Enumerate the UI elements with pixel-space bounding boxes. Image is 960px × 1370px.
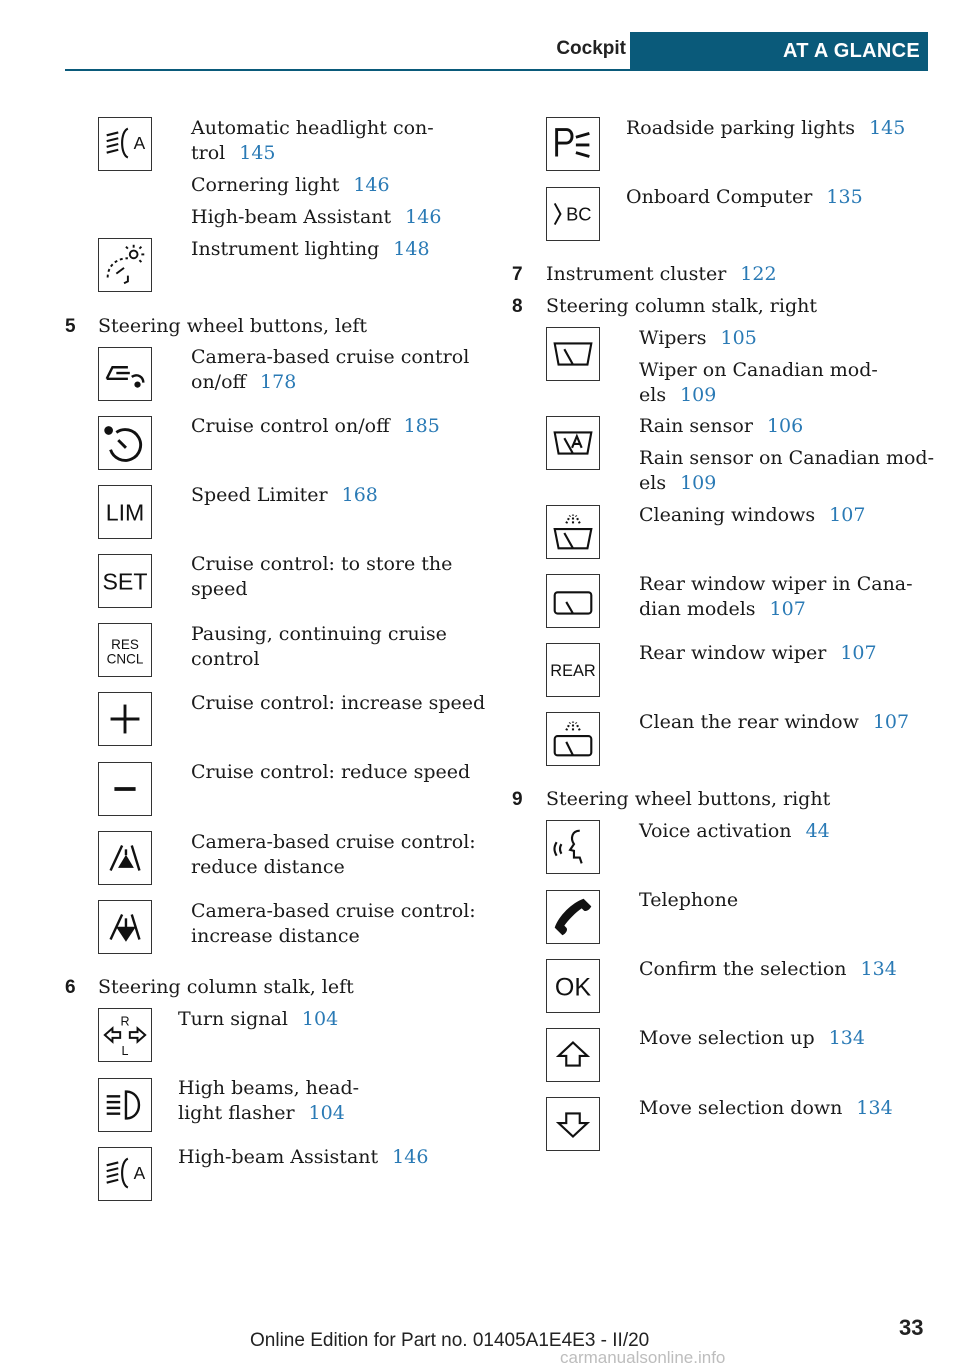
turn-signal-icon-r: R xyxy=(120,1014,130,1029)
arrow-down-icon xyxy=(546,1097,600,1151)
plus-icon xyxy=(98,692,152,746)
high-beam-assistant-icon xyxy=(98,1147,152,1201)
page-ref-link[interactable]: 105 xyxy=(720,327,757,349)
page-ref-link[interactable]: 107 xyxy=(840,642,877,664)
section-number: 5 xyxy=(65,316,76,337)
page-ref-link[interactable]: 107 xyxy=(769,598,806,620)
high-beams-text: High beams, head- light flasher 104 xyxy=(178,1077,360,1124)
res-cncl-text: Pausing, continuing cruise control xyxy=(191,623,447,670)
rain-sensor-icon xyxy=(546,416,600,470)
section-number: 6 xyxy=(65,977,76,998)
ok-icon-label: OK xyxy=(554,973,592,1002)
high-beam-assistant-icon-letter: A xyxy=(133,1162,146,1183)
page-ref-link[interactable]: 146 xyxy=(353,174,390,196)
section-title: Instrument cluster 122 xyxy=(546,263,777,285)
clean-rear-window-text: Clean the rear window 107 xyxy=(639,711,910,733)
move-down-text: Move selection down 134 xyxy=(639,1097,893,1119)
page-ref-link[interactable]: 135 xyxy=(826,186,863,208)
reduce-speed-text: Cruise control: reduce speed xyxy=(191,761,471,783)
auto-headlight-icon-letter: A xyxy=(133,132,146,153)
page-ref-link[interactable]: 148 xyxy=(393,238,430,260)
camera-cruise-text: Camera-based cruise control on/off 178 xyxy=(191,346,470,393)
confirm-selection-text: Confirm the selection 134 xyxy=(639,958,897,980)
distance-increase-icon xyxy=(98,900,152,954)
arrow-up-icon xyxy=(546,1028,600,1082)
parking-lights-text: Roadside parking lights 145 xyxy=(626,117,906,139)
page-ref-link[interactable]: 109 xyxy=(680,384,717,406)
set-text: Cruise control: to store the speed xyxy=(191,553,453,600)
rain-sensor-text: Rain sensor 106 xyxy=(639,415,804,437)
section-title: Steering column stalk, right xyxy=(546,295,818,317)
wipers-icon xyxy=(546,327,600,381)
cleaning-windows-icon xyxy=(546,505,600,559)
header-chapter: AT A GLANCE xyxy=(630,32,928,70)
minus-icon xyxy=(98,762,152,816)
page-ref-link[interactable]: 107 xyxy=(872,711,910,733)
turn-signal-icon xyxy=(98,1008,152,1062)
set-icon-label: SET xyxy=(102,568,148,595)
page-ref-link[interactable]: 168 xyxy=(341,484,378,506)
cleaning-windows-text: Cleaning windows 107 xyxy=(639,504,866,526)
distance-reduce-icon xyxy=(98,831,152,885)
speed-limiter-text: Speed Limiter 168 xyxy=(191,484,378,506)
res-cncl-icon xyxy=(98,623,152,677)
speed-limiter-icon-label: LIM xyxy=(105,499,145,526)
instrument-lighting-text: Instrument lighting 148 xyxy=(191,238,430,260)
camera-cruise-icon xyxy=(98,347,152,401)
res-icon-label: RES xyxy=(111,637,139,653)
auto-headlight-icon xyxy=(98,117,152,171)
header-rule xyxy=(65,69,928,71)
page-ref-link[interactable]: 145 xyxy=(869,117,906,139)
speed-limiter-icon xyxy=(98,485,152,539)
page-number: 33 xyxy=(899,1315,924,1340)
parking-lights-icon xyxy=(546,117,600,171)
cncl-icon-label: CNCL xyxy=(106,651,144,667)
rain-sensor-canadian-text: Rain sensor on Canadian mod- els 109 xyxy=(639,447,934,494)
telephone-text: Telephone xyxy=(639,889,739,911)
section-title: Steering wheel buttons, right xyxy=(546,788,831,810)
page-ref-link[interactable]: 104 xyxy=(308,1102,345,1124)
section-title: Steering wheel buttons, left xyxy=(98,315,368,337)
cruise-control-text: Cruise control on/off 185 xyxy=(191,415,440,437)
page-ref-link[interactable]: 178 xyxy=(260,371,297,393)
high-beam-assistant-text: High-beam Assistant 146 xyxy=(178,1146,429,1168)
ok-icon xyxy=(546,959,600,1013)
section-number: 9 xyxy=(512,789,523,810)
section-number: 8 xyxy=(512,296,523,317)
cornering-light-text: Cornering light 146 xyxy=(191,174,390,196)
page-ref-link[interactable]: 146 xyxy=(392,1146,429,1168)
turn-signal-text: Turn signal 104 xyxy=(178,1008,339,1030)
onboard-computer-icon-label: BC xyxy=(566,203,592,225)
footer-edition: Online Edition for Part no. 01405A1E4E3 - II/20 xyxy=(250,1330,650,1351)
distance-increase-text: Camera-based cruise control: increase distance xyxy=(191,900,476,947)
rear-wiper-icon-label: REAR xyxy=(550,661,596,680)
rear-wiper-icon xyxy=(546,643,600,697)
clean-rear-window-icon xyxy=(546,712,600,766)
increase-speed-text: Cruise control: increase speed xyxy=(191,692,486,714)
telephone-icon xyxy=(546,890,600,944)
page-ref-link[interactable]: 146 xyxy=(405,206,442,228)
page-ref-link[interactable]: 106 xyxy=(766,415,804,437)
page-ref-link[interactable]: 109 xyxy=(680,472,717,494)
rear-wiper-canadian-icon xyxy=(546,574,600,628)
auto-headlight-text: Automatic headlight con- trol 145 xyxy=(191,117,434,164)
page-ref-link[interactable]: 145 xyxy=(239,142,276,164)
page-ref-link[interactable]: 185 xyxy=(403,415,440,437)
page-ref-link[interactable]: 122 xyxy=(740,263,777,285)
wiper-canadian-text: Wiper on Canadian mod- els 109 xyxy=(639,359,878,406)
section-number: 7 xyxy=(512,264,523,285)
page-ref-link[interactable]: 107 xyxy=(829,504,866,526)
high-beam-assistant-text: High-beam Assistant 146 xyxy=(191,206,442,228)
set-icon xyxy=(98,554,152,608)
section-title: Steering column stalk, left xyxy=(98,976,354,998)
watermark: carmanualsonline.info xyxy=(560,1348,726,1367)
wipers-text: Wipers 105 xyxy=(639,327,757,349)
distance-reduce-text: Camera-based cruise control: reduce distance xyxy=(191,831,476,878)
high-beams-icon xyxy=(98,1078,152,1132)
move-up-text: Move selection up 134 xyxy=(639,1027,865,1049)
voice-activation-icon xyxy=(546,820,600,874)
turn-signal-icon-l: L xyxy=(121,1044,129,1059)
page-ref-link[interactable]: 134 xyxy=(828,1027,865,1049)
page-ref-link[interactable]: 134 xyxy=(860,958,897,980)
page-ref-link[interactable]: 104 xyxy=(301,1008,339,1030)
onboard-computer-icon xyxy=(546,187,600,241)
rear-wiper-canadian-text: Rear window wiper in Cana- dian models 107 xyxy=(639,573,913,620)
cruise-control-icon xyxy=(98,416,152,470)
onboard-computer-text: Onboard Computer 135 xyxy=(626,186,863,208)
page-ref-link[interactable]: 44 xyxy=(805,820,830,842)
header-section: Cockpit xyxy=(556,38,626,59)
rear-wiper-text: Rear window wiper 107 xyxy=(639,642,877,664)
page-ref-link[interactable]: 134 xyxy=(856,1097,893,1119)
voice-activation-text: Voice activation 44 xyxy=(639,820,830,842)
instrument-lighting-icon xyxy=(98,238,152,292)
